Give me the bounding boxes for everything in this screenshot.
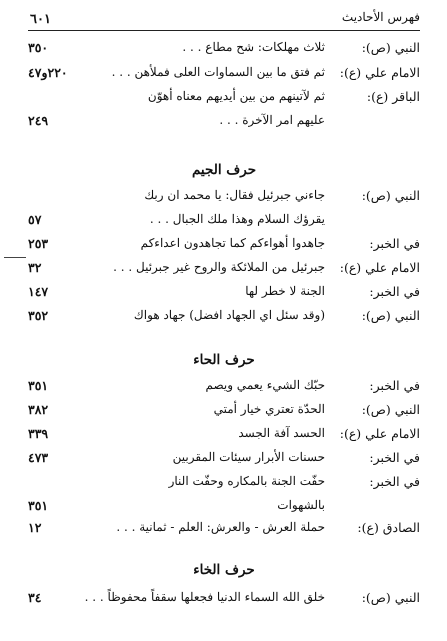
hadith-text: حسنات الأبرار سيئات المقربين [172,450,325,464]
hadith-text: ثلاث مهلكات: شح مطاع . . . [182,40,325,54]
hadith-text: ثم لآتينهم من بين أيديهم معناه أهوّن [147,89,325,103]
hadith-text: عليهم امر الآخرة . . . [219,113,325,127]
page-ref: ٣٢ [28,260,42,275]
page-header [28,10,420,31]
section-heading: حرف الحاء [193,352,255,368]
index-entry [28,308,420,330]
hadith-text: حفّت الجنة بالمكاره وحفّت النار [168,474,325,488]
speaker: النبي (ص): [361,590,420,605]
speaker: الامام علي (ع): [339,426,420,441]
hadith-text: يقرؤك السلام وهذا ملك الجبال . . . [149,212,325,226]
page-ref: ٣٥١ [28,498,49,513]
speaker: النبي (ص): [361,40,420,55]
hadith-text: جبرئيل من الملائكة والروح غير جبرئيل . . . [113,260,325,274]
page-ref: ٣٤ [28,590,42,605]
speaker: في الخبر: [369,378,420,393]
margin-mark [4,257,26,258]
hadith-text: جاءني جبرئيل فقال: يا محمد ان ربك [144,188,325,202]
page-ref: ٣٣٩ [28,426,49,441]
section-heading: حرف الجيم [191,162,257,178]
hadith-text: (وقد سئل اي الجهاد افضل) جهاد هواك [133,308,325,322]
page-number: ٦٠١ [30,12,51,27]
speaker: الباقر (ع): [366,89,420,104]
index-entry [28,40,420,62]
page-ref: ٣٥٢ [28,308,49,323]
page-ref: ٢٤٩ [28,113,49,128]
hadith-text: حبّك الشيء يعمي ويصم [205,378,325,392]
index-entry [28,260,420,282]
page-ref: ٤٧٣ [28,450,49,465]
index-entry [28,474,420,496]
speaker: الامام علي (ع): [339,260,420,275]
speaker: النبي (ص): [361,188,420,203]
hadith-text: خلق الله السماء الدنيا فجعلها سقفاً محفوظاً . . . [84,590,325,604]
hadith-text: حملة العرش - والعرش: العلم - ثمانية . . . [116,520,325,534]
index-entry [28,89,420,111]
page-ref: ٣٨٢ [28,402,49,417]
page-ref: ١٤٧ [28,284,49,299]
index-entry [28,65,420,87]
speaker: الامام علي (ع): [339,65,420,80]
page-ref: ٣٥٠ [28,40,49,55]
speaker: في الخبر: [369,236,420,251]
hadith-text: بالشهوات [277,498,325,512]
hadith-text: ثم فتق ما بين السماوات العلى فملأهن . . . [111,65,325,79]
index-entry [28,590,420,612]
hadith-text: جاهدوا أهواءكم كما تجاهدون اعداءكم [140,236,325,250]
page-ref: ٢٢٠و٤٧ [28,65,68,80]
page-ref: ٣٥١ [28,378,49,393]
section-heading: حرف الخاء [193,562,255,578]
speaker: في الخبر: [369,284,420,299]
index-entry [28,520,420,542]
hadith-text: الحسد آفة الجسد [238,426,325,440]
speaker: في الخبر: [369,450,420,465]
index-entry [28,188,420,210]
hadith-text: الجنة لا خطر لها [245,284,325,298]
speaker: النبي (ص): [361,402,420,417]
index-entry [28,113,420,135]
speaker: النبي (ص): [361,308,420,323]
page-ref: ٢٥٣ [28,236,49,251]
index-entry [28,236,420,258]
speaker: الصادق (ع): [357,520,420,535]
speaker: في الخبر: [369,474,420,489]
page-ref: ١٢ [28,520,42,535]
running-title: فهرس الأحاديث [341,10,420,24]
index-entry [28,402,420,424]
page-ref: ٥٧ [28,212,42,227]
index-entry [28,498,420,520]
index-entry [28,426,420,448]
index-entry [28,284,420,306]
index-entry [28,450,420,472]
index-entry [28,212,420,234]
index-entry [28,378,420,400]
hadith-text: الحدّة تعتري خيار أمتي [213,402,325,416]
